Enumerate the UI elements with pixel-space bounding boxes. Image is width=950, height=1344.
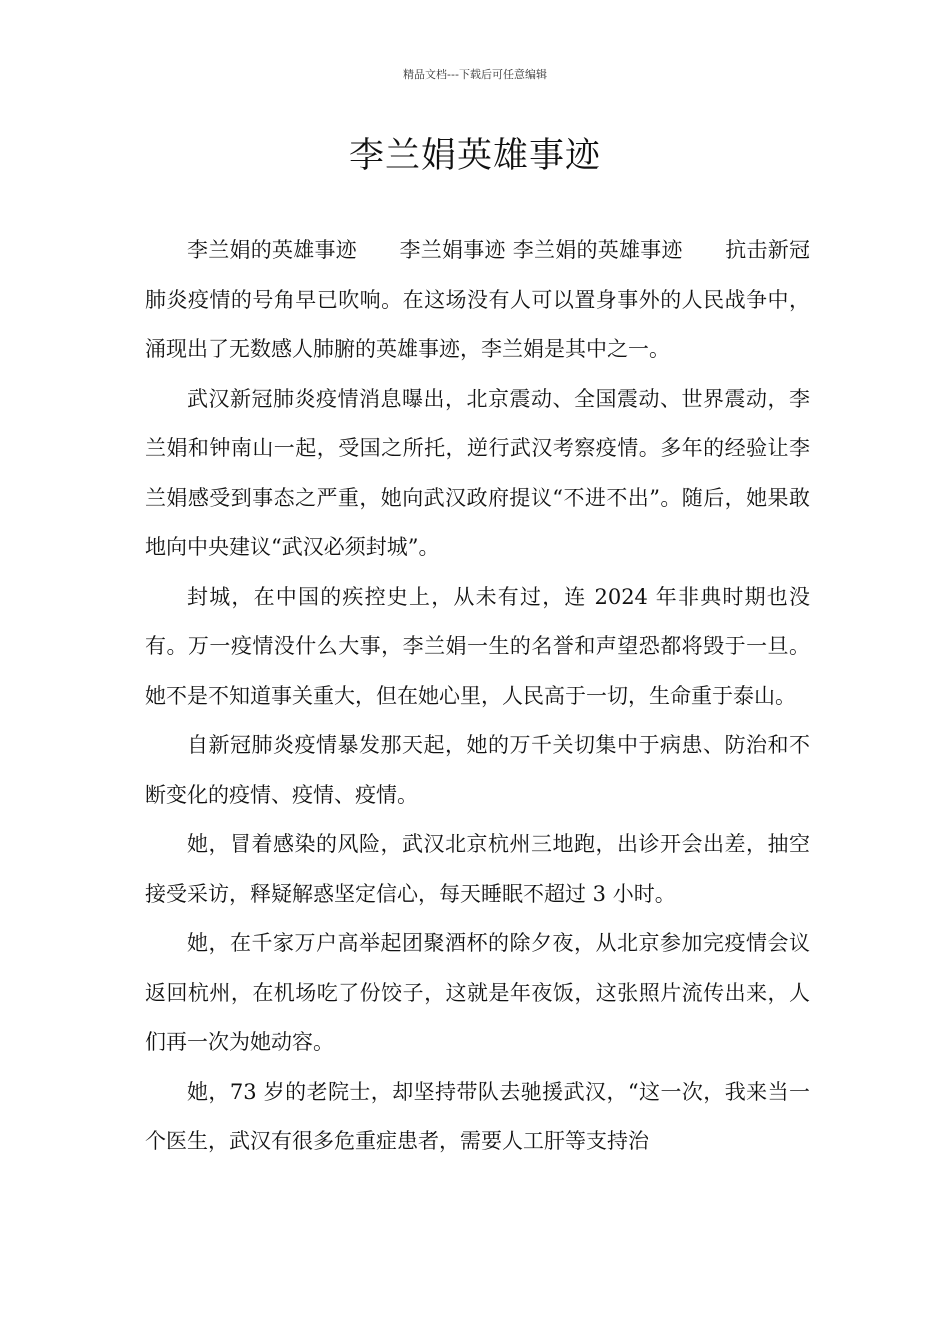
document-title: 李兰娟英雄事迹 — [348, 136, 601, 176]
paragraph-3: 封城，在中国的疾控史上，从未有过，连 2024 年非典时期也没有。万一疫情没什么大事，李兰娟一生的名誉和声望恐都将毁于一旦。她不是不知道事关重大，但在她心里，人民高于一切，生命重于泰山。 — [145, 584, 810, 708]
paragraph-7: 她，73 岁的老院士，却坚持带队去驰援武汉，“这一次，我来当一个医生，武汉有很多危重症患者，需要人工肝等支持治 — [145, 1079, 810, 1153]
paragraph-4: 自新冠肺炎疫情暴发那天起，她的万千关切集中于病患、防治和不断变化的疫情、疫情、疫情。 — [145, 733, 810, 807]
document-body — [145, 226, 810, 1167]
paragraph-5: 她，冒着感染的风险，武汉北京杭州三地跑，出诊开会出差，抽空接受采访，释疑解惑坚定信心，每天睡眠不超过 3 小时。 — [145, 832, 810, 906]
paragraph-6: 她，在千家万户高举起团聚酒杯的除夕夜，从北京参加完疫情会议返回杭州，在机场吃了份饺子，这就是年夜饭，这张照片流传出来，人们再一次为她动容。 — [145, 931, 810, 1054]
paragraph-1: 李兰娟的英雄事迹 李兰娟事迹 李兰娟的英雄事迹 抗击新冠肺炎疫情的号角早已吹响。在这场没有人可以置身事外的人民战争中，涌现出了无数感人肺腑的英雄事迹，李兰娟是其中之一。 — [145, 238, 810, 361]
paragraph-2: 武汉新冠肺炎疫情消息曝出，北京震动、全国震动、世界震动，李兰娟和钟南山一起，受国之所托，逆行武汉考察疫情。多年的经验让李兰娟感受到事态之严重，她向武汉政府提议“不进不出”。随后，她果敢地向中央建议“武汉必须封城”。 — [145, 386, 810, 559]
header-note: 精品文档---下载后可任意编辑 — [403, 68, 547, 81]
